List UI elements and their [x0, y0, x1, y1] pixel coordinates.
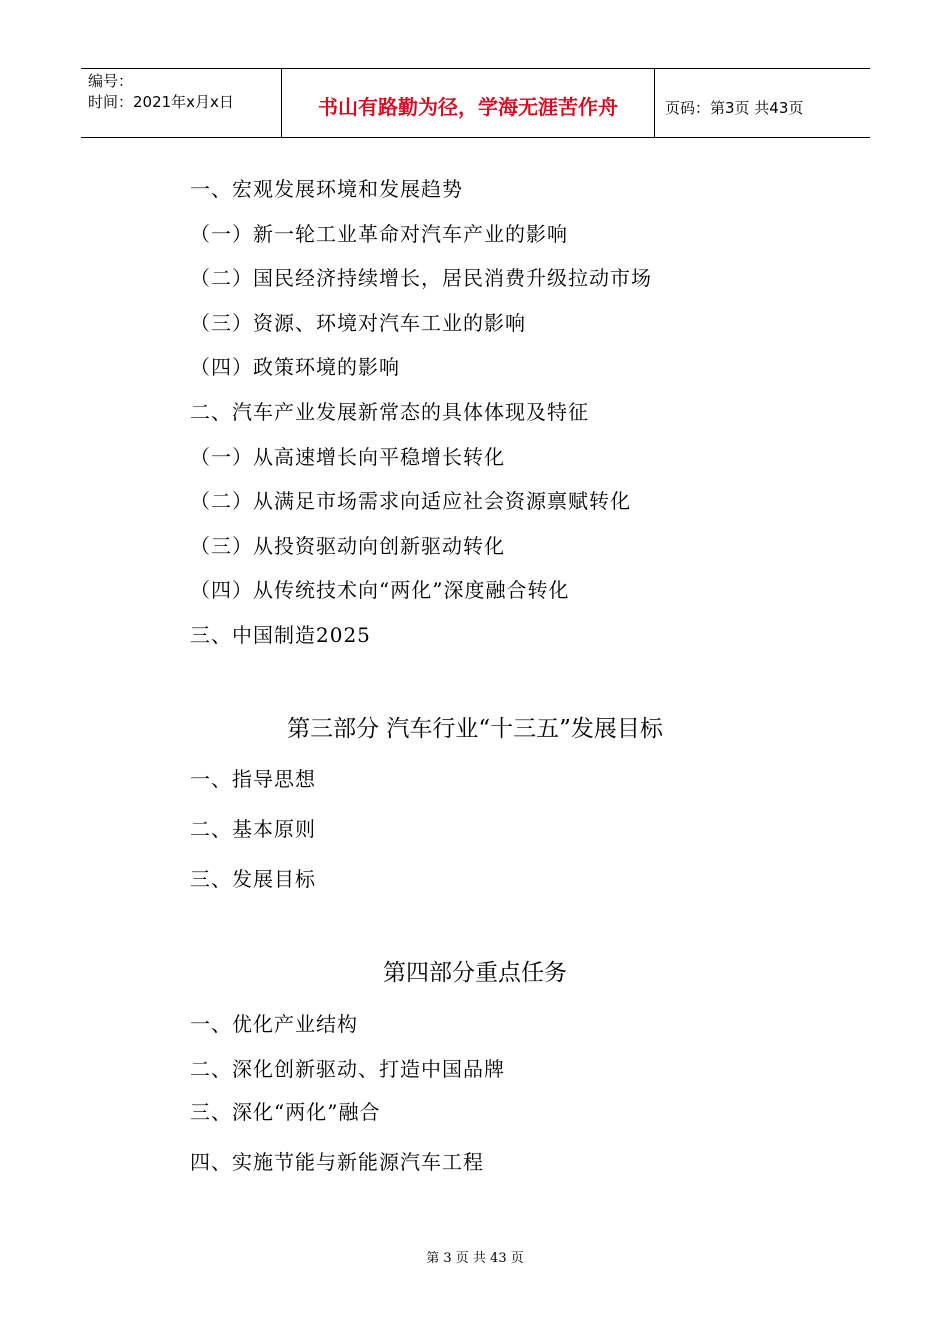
toc-line: （三）从投资驱动向创新驱动转化: [190, 534, 505, 558]
time-label: 时间：2021年x月x日: [88, 93, 234, 111]
toc-line: （一）从高速增长向平稳增长转化: [190, 445, 505, 469]
toc-line: 三、发展目标: [190, 867, 316, 891]
section3-title: 第三部分 汽车行业“十三五”发展目标: [287, 716, 663, 742]
toc-line: （三）资源、环境对汽车工业的影响: [190, 311, 526, 335]
toc-line: 一、宏观发展环境和发展趋势: [190, 177, 463, 201]
header-meta-cell: [81, 69, 282, 137]
toc-line: （四）政策环境的影响: [190, 355, 400, 379]
page-footer: 第 3 页 共 43 页: [426, 1251, 524, 1266]
toc-line: （四）从传统技术向“两化”深度融合转化: [190, 578, 570, 602]
toc-line: 二、基本原则: [190, 817, 316, 841]
toc-line: 二、汽车产业发展新常态的具体体现及特征: [190, 400, 589, 424]
toc-line: 三、中国制造2025: [190, 623, 371, 647]
toc-line: 一、指导思想: [190, 767, 316, 791]
number-label: 编号：: [88, 72, 134, 90]
header-page-info: 页码：第3页 共43页: [665, 98, 804, 117]
header-motto: 书山有路勤为径，学海无涯苦作舟: [282, 69, 655, 137]
toc-line: （二）国民经济持续增长，居民消费升级拉动市场: [190, 266, 652, 290]
toc-line: （二）从满足市场需求向适应社会资源禀赋转化: [190, 489, 631, 513]
toc-line: （一）新一轮工业革命对汽车产业的影响: [190, 222, 568, 246]
page-header: [81, 68, 870, 138]
section4-title: 第四部分重点任务: [383, 960, 567, 986]
toc-line: 四、实施节能与新能源汽车工程: [190, 1150, 484, 1174]
toc-line: 二、深化创新驱动、打造中国品牌: [190, 1057, 505, 1081]
toc-line: 三、深化“两化”融合: [190, 1100, 381, 1124]
toc-line: 一、优化产业结构: [190, 1012, 358, 1036]
